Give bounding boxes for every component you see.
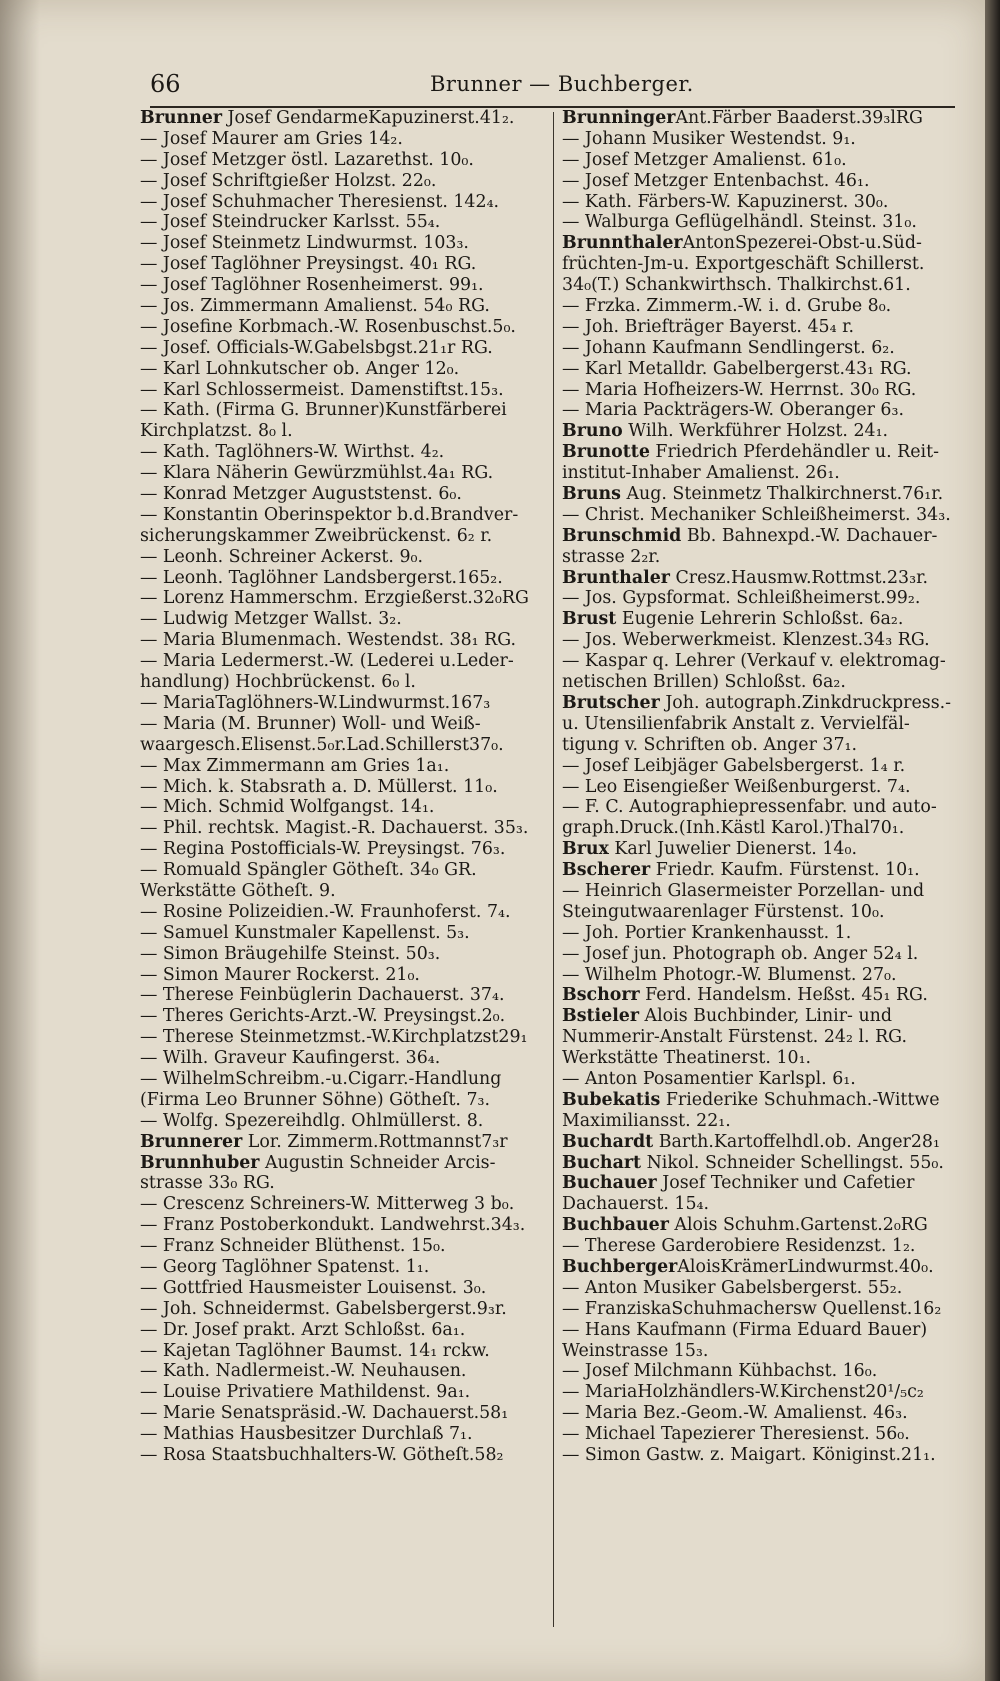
directory-entry: — Josef. Officials-W.Gabelsbgst.21₁r RG. (140, 337, 493, 358)
directory-entry: — Max Zimmermann am Gries 1a₁. (140, 755, 450, 776)
page-edge (985, 0, 1000, 1681)
directory-entry: Bstieler Alois Buchbinder, Linir- und (562, 1006, 892, 1027)
directory-entry: früchten-Jm-u. Exportgeschäft Schillerst. (562, 254, 925, 275)
directory-entry: Brunnerer Lor. Zimmerm.Rottmannst7₃r (140, 1131, 508, 1152)
directory-entry: — Mathias Hausbesitzer Durchlaß 7₁. (140, 1424, 473, 1445)
directory-entry: — Wilhelm Photogr.-W. Blumenst. 27₀. (562, 964, 897, 985)
directory-entry: — Josef Taglöhner Preysingst. 40₁ RG. (140, 254, 477, 275)
directory-entry: — WilhelmSchreibm.-u.Cigarr.-Handlung (140, 1068, 502, 1089)
directory-entry: Werkstätte Theatinerst. 10₁. (562, 1048, 812, 1069)
directory-entry: — Karl Lohnkutscher ob. Anger 12₀. (140, 358, 460, 379)
directory-entry: — Franz Postoberkondukt. Landwehrst.34₃. (140, 1215, 526, 1236)
directory-entry: Maximiliansst. 22₁. (562, 1110, 731, 1131)
directory-entry: — Kath. Färbers-W. Kapuzinerst. 30₀. (562, 191, 889, 212)
directory-entry: Brunthaler Cresz.Hausmw.Rottmst.23₃r. (562, 567, 928, 588)
directory-entry: — Maria Ledermerst.-W. (Lederei u.Leder- (140, 651, 514, 672)
directory-entry: (Firma Leo Brunner Söhne) Götheſt. 7₃. (140, 1089, 491, 1110)
directory-entry: — Rosa Staatsbuchhalters-W. Götheſt.58₂ (140, 1445, 504, 1465)
directory-entry: — FranziskaSchuhmachersw Quellenst.16₂ (562, 1298, 942, 1319)
directory-entry: — Kath. Taglöhners-W. Wirthst. 4₂. (140, 442, 445, 463)
directory-entry: — Jos. Zimmermann Amalienst. 54₀ RG. (140, 296, 490, 317)
directory-entry: netischen Brillen) Schloßst. 6a₂. (562, 672, 846, 693)
directory-entry: — Hans Kaufmann (Firma Eduard Bauer) (562, 1319, 928, 1340)
directory-entry: Brunschmid Bb. Bahnexpd.-W. Dachauer- (562, 525, 938, 546)
directory-entry: strasse 33₀ RG. (140, 1173, 275, 1194)
directory-entry: handlung) Hochbrückenst. 6₀ l. (140, 672, 416, 693)
directory-entry: — Josef Steindrucker Karlsst. 55₄. (140, 212, 441, 233)
directory-entry: — Romuald Spängler Götheſt. 34₀ GR. (140, 860, 477, 881)
directory-entry: — Konrad Metzger Auguststenst. 6₀. (140, 484, 462, 505)
directory-entry: — Theres Gerichts-Arzt.-W. Preysingst.2₀. (140, 1006, 506, 1027)
directory-entry: — Josef jun. Photograph ob. Anger 52₄ l. (562, 943, 919, 964)
directory-entry: — Josef Metzger östl. Lazarethst. 10₀. (140, 149, 474, 170)
directory-entry: — MariaHolzhändlers-W.Kirchenst20¹/₅c₂ (562, 1382, 924, 1403)
directory-entry: Buchardt Barth.Kartoffelhdl.ob. Anger28₁ (562, 1131, 940, 1152)
directory-entry: — Maria Blumenmach. Westendst. 38₁ RG. (140, 630, 517, 651)
book-spine-shadow (0, 0, 40, 1681)
directory-entry: — Wolfg. Spezereihdlg. Ohlmüllerst. 8. (140, 1110, 484, 1131)
directory-entry: — Joh. Portier Krankenhausst. 1. (562, 922, 852, 943)
directory-entry: Buchauer Josef Techniker und Cafetier (562, 1173, 915, 1194)
directory-entry: tigung v. Schriften ob. Anger 37₁. (562, 734, 858, 755)
directory-entry: — Therese Steinmetzmst.-W.Kirchplatzst29₁ (140, 1027, 528, 1048)
directory-entry: — Georg Taglöhner Spatenst. 1₁. (140, 1256, 430, 1277)
directory-entry: — Leonh. Schreiner Ackerst. 9₀. (140, 546, 424, 567)
directory-entry: — Louise Privatiere Mathildenst. 9a₁. (140, 1382, 471, 1403)
directory-entry: institut-Inhaber Amalienst. 26₁. (562, 463, 840, 484)
directory-entry: BuchbergerAloisKrämerLindwurmst.40₀. (562, 1256, 934, 1277)
directory-entry: Kirchplatzst. 8₀ l. (140, 421, 293, 442)
directory-entry: — Leo Eisengießer Weißenburgerst. 7₄. (562, 776, 911, 797)
directory-entry: Brux Karl Juwelier Dienerst. 14₀. (562, 839, 857, 860)
directory-entry: — Anton Posamentier Karlspl. 6₁. (562, 1068, 856, 1089)
directory-entry: — Wilh. Graveur Kaufingerst. 36₄. (140, 1048, 441, 1069)
directory-entry: Buchbauer Alois Schuhm.Gartenst.2₀RG (562, 1215, 928, 1236)
directory-entry: — Kath. (Firma G. Brunner)Kunstfärberei (140, 400, 507, 421)
directory-entry: — Michael Tapezierer Theresienst. 56₀. (562, 1424, 910, 1445)
directory-entry: BrunningerAnt.Färber Baaderst.39₃lRG (562, 108, 923, 128)
directory-entry: Steingutwaarenlager Fürstenst. 10₀. (562, 901, 885, 922)
directory-entry: — Dr. Josef prakt. Arzt Schloßst. 6a₁. (140, 1319, 466, 1340)
directory-entry: — Samuel Kunstmaler Kapellenst. 5₃. (140, 922, 470, 943)
directory-entry: — Johann Kaufmann Sendlingerst. 6₂. (562, 337, 895, 358)
directory-entry: — Karl Metalldr. Gabelbergerst.43₁ RG. (562, 358, 912, 379)
directory-entry: — Simon Bräugehilfe Steinst. 50₃. (140, 943, 441, 964)
directory-entry: — Leonh. Taglöhner Landsbergerst.165₂. (140, 567, 503, 588)
directory-entry: Buchart Nikol. Schneider Schellingst. 55₀. (562, 1152, 944, 1173)
directory-entry: Brust Eugenie Lehrerin Schloßst. 6a₂. (562, 609, 904, 630)
directory-entry: — Josef Schriftgießer Holzst. 22₀. (140, 170, 437, 191)
directory-entry: — Klara Näherin Gewürzmühlst.4a₁ RG. (140, 463, 494, 484)
directory-entry: — Simon Gastw. z. Maigart. Königinst.21₁. (562, 1445, 936, 1465)
directory-entry: Brunner Josef GendarmeKapuzinerst.41₂. (140, 108, 515, 128)
directory-entry: — Maria (M. Brunner) Woll- und Weiß- (140, 713, 481, 734)
directory-entry: waargesch.Elisenst.5₀r.Lad.Schillerst37₀. (140, 734, 504, 755)
directory-entry: strasse 2₂r. (562, 546, 661, 567)
directory-entry: — Rosine Polizeidien.-W. Fraunhoferst. 7₄. (140, 901, 511, 922)
column-divider (553, 112, 554, 1627)
directory-entry: — Regina Postofficials-W. Preysingst. 76₃. (140, 839, 506, 860)
directory-entry: Bubekatis Friederike Schuhmach.-Wittwe (562, 1089, 940, 1110)
directory-entry: u. Utensilienfabrik Anstalt z. Vervielfäl- (562, 713, 910, 734)
directory-entry: — Marie Senatspräsid.-W. Dachauerst.58₁ (140, 1403, 509, 1424)
directory-entry: — Jos. Gypsformat. Schleißheimerst.99₂. (562, 588, 921, 609)
directory-entry: Werkstätte Götheſt. 9. (140, 880, 336, 901)
directory-entry: — Maria Hofheizers-W. Herrnst. 30₀ RG. (562, 379, 917, 400)
directory-entry: — Crescenz Schreiners-W. Mitterweg 3 b₀. (140, 1194, 515, 1215)
directory-entry: BrunnthalerAntonSpezerei-Obst-u.Süd- (562, 233, 922, 254)
directory-entry: — Mich. k. Stabsrath a. D. Müllerst. 11₀. (140, 776, 498, 797)
directory-entry: — Mich. Schmid Wolfgangst. 14₁. (140, 797, 435, 818)
directory-entry: — Josef Schuhmacher Theresienst. 142₄. (140, 191, 500, 212)
directory-entry: Bruns Aug. Steinmetz Thalkirchnerst.76₁r. (562, 484, 944, 505)
directory-entry: — Kaspar q. Lehrer (Verkauf v. elektromag- (562, 651, 946, 672)
directory-entry: — Konstantin Oberinspektor b.d.Brandver- (140, 504, 519, 525)
directory-entry: — Kajetan Taglöhner Baumst. 14₁ rckw. (140, 1340, 490, 1361)
directory-entry: — Joh. Schneidermst. Gabelsbergerst.9₃r. (140, 1298, 507, 1319)
directory-entry: Nummerir-Anstalt Fürstenst. 24₂ l. RG. (562, 1027, 907, 1048)
directory-entry: sicherungskammer Zweibrückenst. 6₂ r. (140, 525, 493, 546)
directory-entry: — Therese Garderobiere Residenzst. 1₂. (562, 1236, 916, 1257)
directory-entry: Bscherer Friedr. Kaufm. Fürstenst. 10₁. (562, 860, 920, 881)
directory-entry: — Frzka. Zimmerm.-W. i. d. Grube 8₀. (562, 296, 892, 317)
left-column (140, 108, 548, 1466)
directory-entry: — Josef Leibjäger Gabelsbergerst. 1₄ r. (562, 755, 906, 776)
directory-entry: — Kath. Nadlermeist.-W. Neuhausen. (140, 1361, 467, 1382)
directory-entry: — Joh. Briefträger Bayerst. 45₄ r. (562, 316, 855, 337)
directory-entry: Brunotte Friedrich Pferdehändler u. Reit- (562, 442, 939, 463)
directory-entry: Brunnhuber Augustin Schneider Arcis- (140, 1152, 496, 1173)
directory-entry: Bruno Wilh. Werkführer Holzst. 24₁. (562, 421, 889, 442)
directory-entry: — Gottfried Hausmeister Louisenst. 3₀. (140, 1277, 487, 1298)
directory-entry: — Josef Metzger Amalienst. 61₀. (562, 149, 847, 170)
directory-entry: — Johann Musiker Westendst. 9₁. (562, 128, 856, 149)
directory-entry: — Maria Packträgers-W. Oberanger 6₃. (562, 400, 904, 421)
directory-entry: — Franz Schneider Blüthenst. 15₀. (140, 1236, 446, 1257)
directory-entry: Dachauerst. 15₄. (562, 1194, 710, 1215)
directory-entry: — Josefine Korbmach.-W. Rosenbuschst.5₀. (140, 316, 516, 337)
directory-entry: — Simon Maurer Rockerst. 21₀. (140, 964, 420, 985)
directory-entry: Weinstrasse 15₃. (562, 1340, 709, 1361)
directory-entry: — Heinrich Glasermeister Porzellan- und (562, 880, 925, 901)
directory-entry: — Karl Schlossermeist. Damenstiftst.15₃. (140, 379, 504, 400)
directory-entry: — Josef Milchmann Kühbachst. 16₀. (562, 1361, 878, 1382)
directory-entry: — Phil. rechtsk. Magist.-R. Dachauerst. 35₃. (140, 818, 529, 839)
directory-entry: — Josef Maurer am Gries 14₂. (140, 128, 403, 149)
directory-entry: Brutscher Joh. autograph.Zinkdruckpress.- (562, 692, 952, 713)
page-header (150, 70, 950, 106)
directory-entry: — Christ. Mechaniker Schleißheimerst. 34₃. (562, 504, 951, 525)
right-column (562, 108, 962, 1466)
directory-entry: — Anton Musiker Gabelsbergerst. 55₂. (562, 1277, 903, 1298)
directory-entry: graph.Druck.(Inh.Kästl Karol.)Thal70₁. (562, 818, 905, 839)
running-title: Brunner — Buchberger. (430, 72, 694, 96)
page-number: 66 (150, 70, 181, 98)
directory-entry: — Therese Feinbüglerin Dachauerst. 37₄. (140, 985, 505, 1006)
directory-entry: 34₀(T.) Schankwirthsch. Thalkirchst.61. (562, 275, 911, 296)
directory-entry: — Josef Steinmetz Lindwurmst. 103₃. (140, 233, 469, 254)
directory-entry: — F. C. Autographiepressenfabr. und auto- (562, 797, 937, 818)
directory-entry: — Jos. Weberwerkmeist. Klenzest.34₃ RG. (562, 630, 930, 651)
directory-entry: — Maria Bez.-Geom.-W. Amalienst. 46₃. (562, 1403, 908, 1424)
directory-entry: — Josef Taglöhner Rosenheimerst. 99₁. (140, 275, 484, 296)
directory-entry: — Josef Metzger Entenbachst. 46₁. (562, 170, 870, 191)
directory-entry: — Lorenz Hammerschm. Erzgießerst.32₀RG (140, 588, 529, 609)
directory-entry: — Ludwig Metzger Wallst. 3₂. (140, 609, 402, 630)
directory-entry: — Walburga Geflügelhändl. Steinst. 31₀. (562, 212, 917, 233)
directory-entry: — MariaTaglöhners-W.Lindwurmst.167₃ (140, 692, 491, 713)
directory-entry: Bschorr Ferd. Handelsm. Heßst. 45₁ RG. (562, 985, 928, 1006)
